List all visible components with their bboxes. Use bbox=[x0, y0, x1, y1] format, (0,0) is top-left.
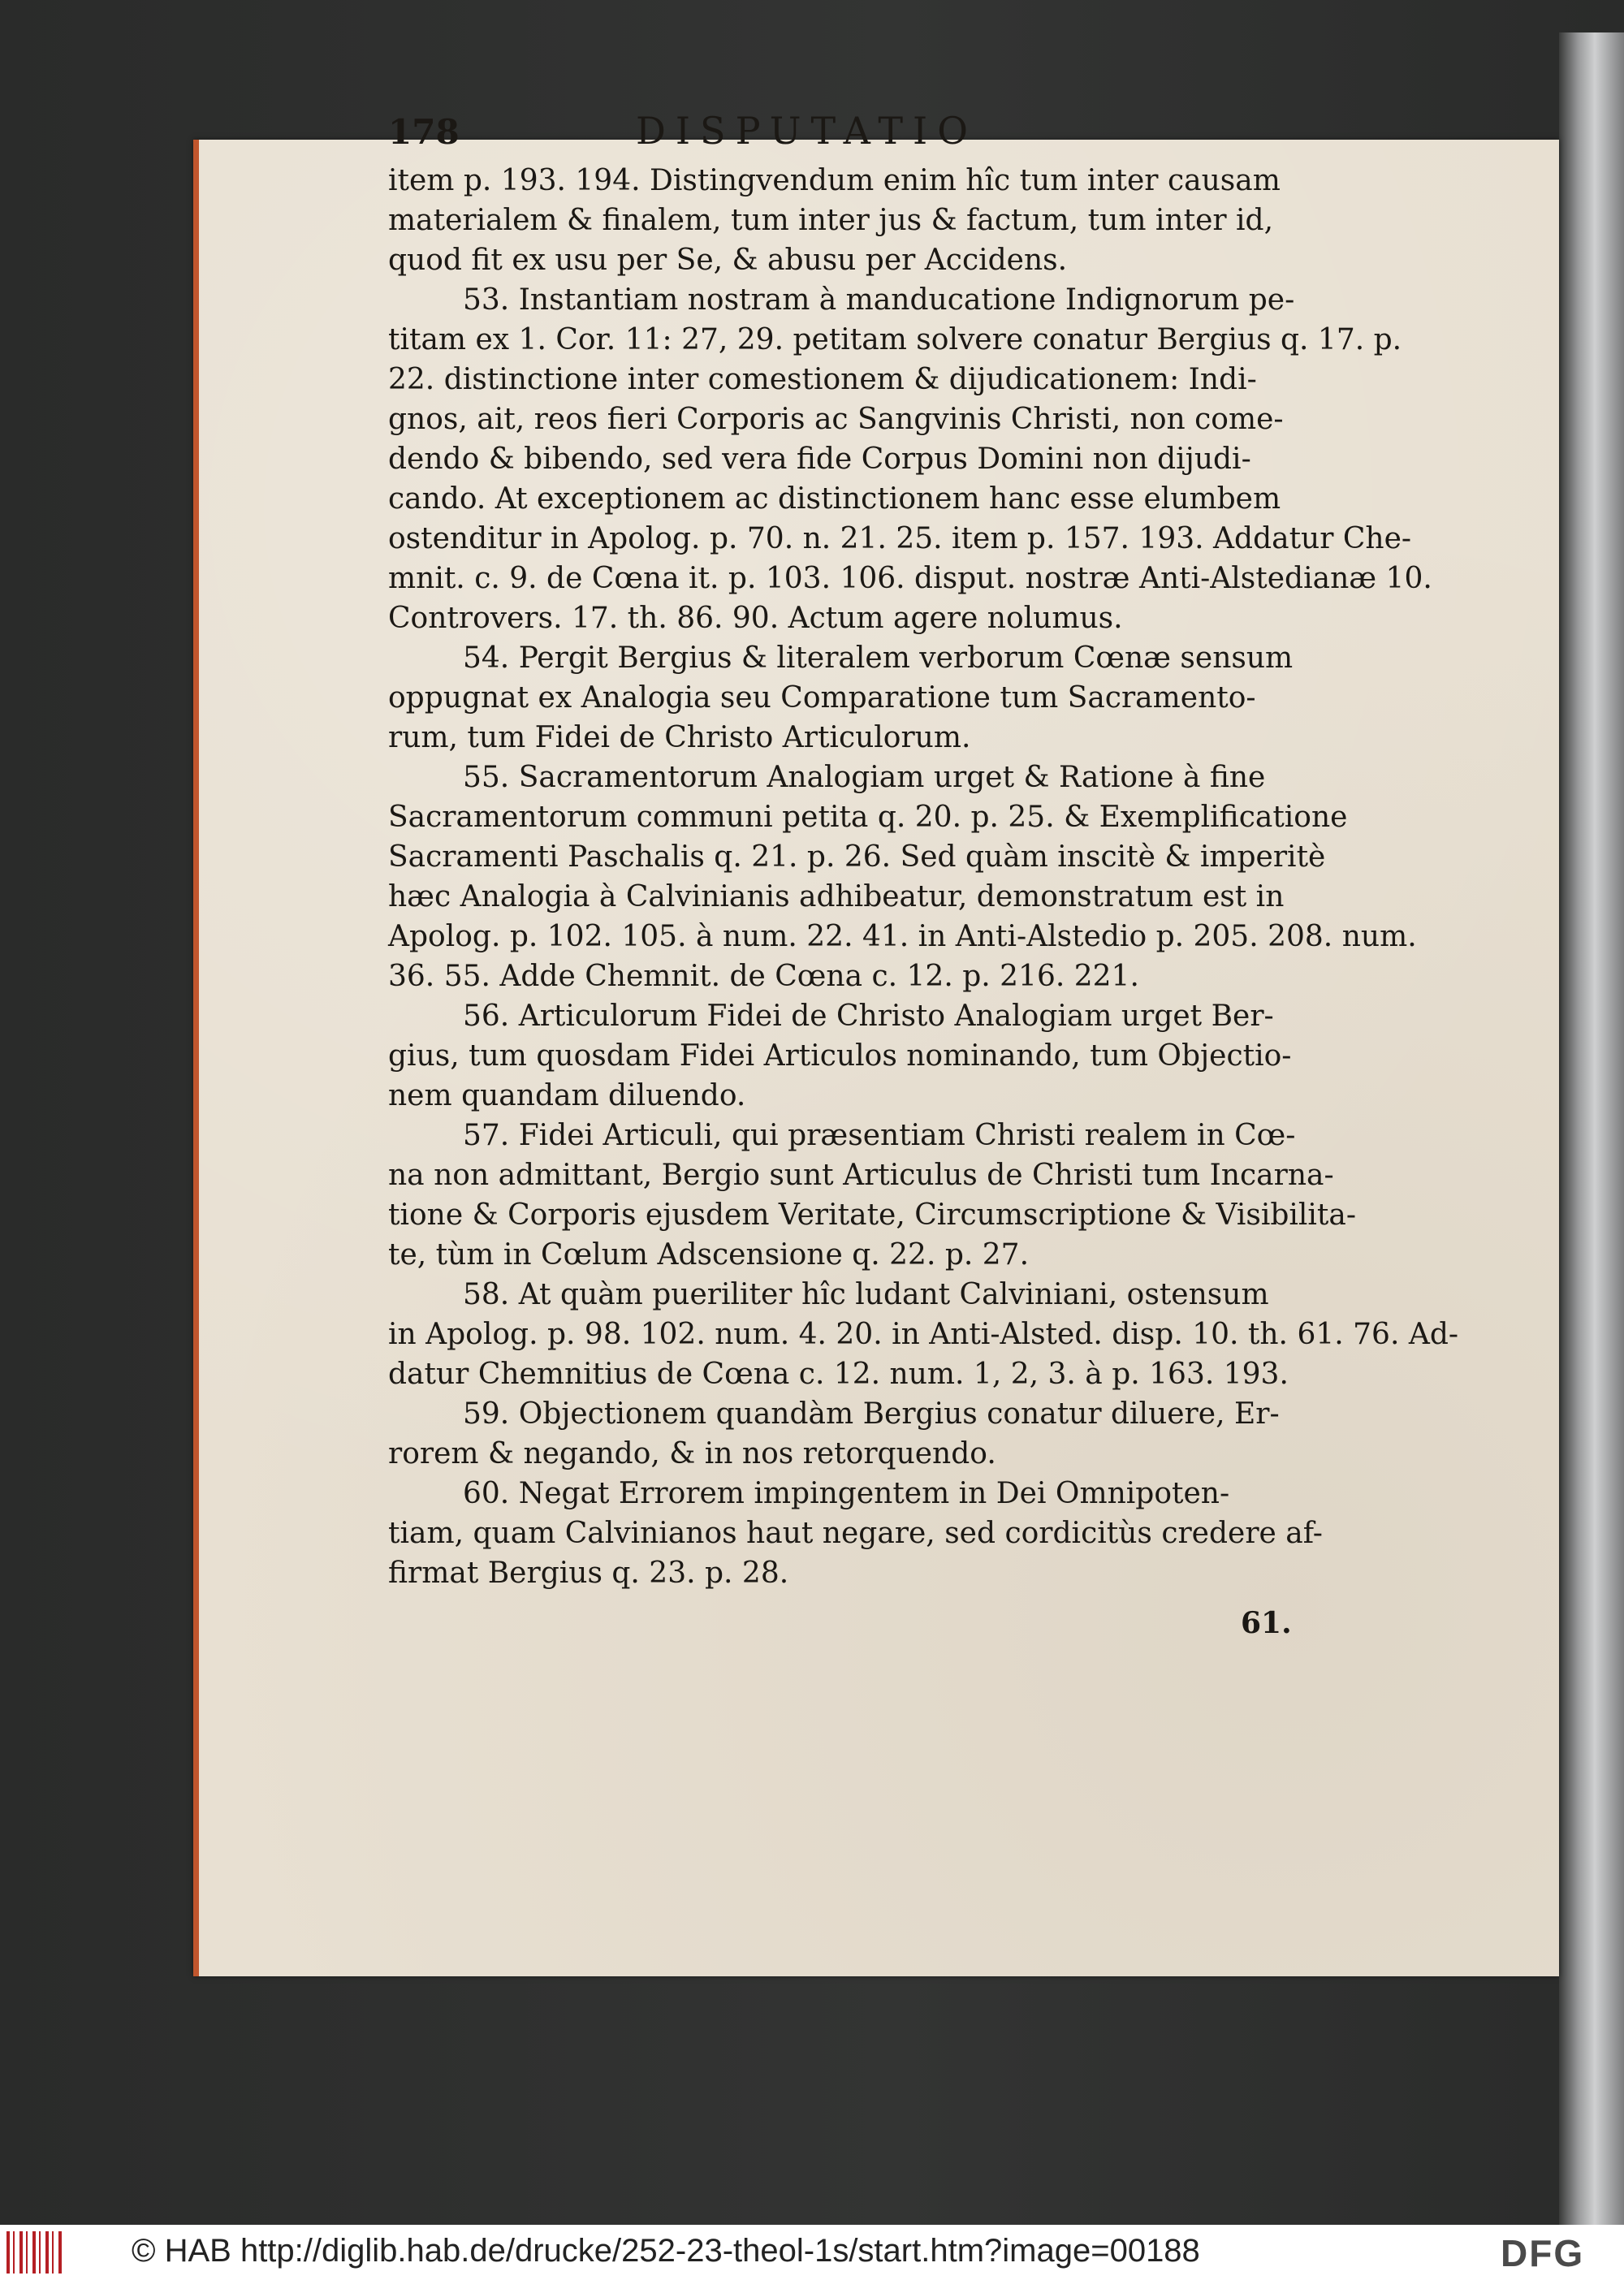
text-line: Apolog. p. 102. 105. à num. 22. 41. in Anti-Alstedio p. 205. 208. num. bbox=[388, 920, 1417, 953]
text-line: item p. 193. 194. Distingvendum enim hîc tum inter causam bbox=[388, 164, 1281, 197]
text-line: quod fit ex usu per Se, & abusu per Accidens. bbox=[388, 244, 1068, 277]
text-line: titam ex 1. Cor. 11: 27, 29. petitam solvere conatur Bergius q. 17. p. bbox=[388, 323, 1402, 356]
text-line: 59. Objectionem quandàm Bergius conatur diluere, Er- bbox=[463, 1397, 1280, 1431]
text-line: in Apolog. p. 98. 102. num. 4. 20. in Anti-Alsted. disp. 10. th. 61. 76. Ad- bbox=[388, 1318, 1459, 1351]
text-line: rum, tum Fidei de Christo Articulorum. bbox=[388, 721, 971, 754]
text-line: 53. Instantiam nostram à manducatione Indignorum pe- bbox=[463, 283, 1295, 317]
text-line: oppugnat ex Analogia seu Comparatione tum Sacramento- bbox=[388, 681, 1256, 715]
text-line: dendo & bibendo, sed vera fide Corpus Domini non dijudi- bbox=[388, 443, 1251, 476]
text-line: 57. Fidei Articuli, qui præsentiam Christi realem in Cœ- bbox=[463, 1119, 1296, 1152]
text-line: 60. Negat Errorem impingentem in Dei Omnipoten- bbox=[463, 1477, 1230, 1510]
text-line: 56. Articulorum Fidei de Christo Analogiam urget Ber- bbox=[463, 1000, 1274, 1033]
text-line: firmat Bergius q. 23. p. 28. bbox=[388, 1557, 789, 1590]
text-line: tiam, quam Calvinianos haut negare, sed cordicitùs credere af- bbox=[388, 1517, 1323, 1550]
text-line: materialem & finalem, tum inter jus & factum, tum inter id, bbox=[388, 204, 1274, 237]
barcode-icon bbox=[6, 2231, 65, 2274]
text-line: datur Chemnitius de Cœna c. 12. num. 1, 2, 3. à p. 163. 193. bbox=[388, 1358, 1289, 1391]
catchword: 61. bbox=[1241, 1606, 1292, 1640]
text-line: Sacramenti Paschalis q. 21. p. 26. Sed quàm inscitè & imperitè bbox=[388, 840, 1326, 874]
footer-bar bbox=[0, 2225, 1624, 2280]
text-line: Sacramentorum communi petita q. 20. p. 25. & Exemplificatione bbox=[388, 801, 1348, 834]
text-line: tione & Corporis ejusdem Veritate, Circumscriptione & Visibilita- bbox=[388, 1198, 1357, 1232]
page-number: 178 bbox=[388, 112, 460, 152]
running-head bbox=[388, 109, 1054, 161]
text-line: te, tùm in Cœlum Adscensione q. 22. p. 27. bbox=[388, 1238, 1030, 1272]
text-line: hæc Analogia à Calvinianis adhibeatur, demonstratum est in bbox=[388, 880, 1285, 913]
page-red-edge bbox=[193, 140, 199, 1976]
body-text bbox=[388, 161, 1459, 1593]
text-line: nem quandam diluendo. bbox=[388, 1079, 746, 1112]
text-line: 54. Pergit Bergius & literalem verborum Cœnæ sensum bbox=[463, 641, 1294, 675]
text-line: mnit. c. 9. de Cœna it. p. 103. 106. disput. nostræ Anti-Alstedianæ 10. bbox=[388, 562, 1432, 595]
text-line: cando. At exceptionem ac distinctionem hanc esse elumbem bbox=[388, 482, 1281, 516]
text-line: 22. distinctione inter comestionem & dijudicationem: Indi- bbox=[388, 363, 1257, 396]
page-title: DISPUTATIO bbox=[636, 109, 978, 153]
text-line: gius, tum quosdam Fidei Articulos nominando, tum Objectio- bbox=[388, 1039, 1292, 1073]
text-line: Controvers. 17. th. 86. 90. Actum agere nolumus. bbox=[388, 602, 1123, 635]
text-line: 36. 55. Adde Chemnit. de Cœna c. 12. p. 216. 221. bbox=[388, 960, 1139, 993]
book-page-edge bbox=[1559, 32, 1624, 2225]
text-line: rorem & negando, & in nos retorquendo. bbox=[388, 1437, 996, 1470]
text-line: 55. Sacramentorum Analogiam urget & Ratione à fine bbox=[463, 761, 1266, 794]
text-line: gnos, ait, reos fieri Corporis ac Sangvinis Christi, non come- bbox=[388, 403, 1284, 436]
text-line: na non admittant, Bergio sunt Articulus de Christi tum Incarna- bbox=[388, 1159, 1334, 1192]
copyright-link[interactable]: © HAB http://diglib.hab.de/drucke/252-23-theol-1s/start.htm?image=00188 bbox=[132, 2233, 1200, 2269]
text-line: ostenditur in Apolog. p. 70. n. 21. 25. item p. 157. 193. Addatur Che- bbox=[388, 522, 1412, 555]
dfg-logo: DFG bbox=[1501, 2232, 1585, 2274]
text-line: 58. At quàm pueriliter hîc ludant Calviniani, ostensum bbox=[463, 1278, 1269, 1311]
